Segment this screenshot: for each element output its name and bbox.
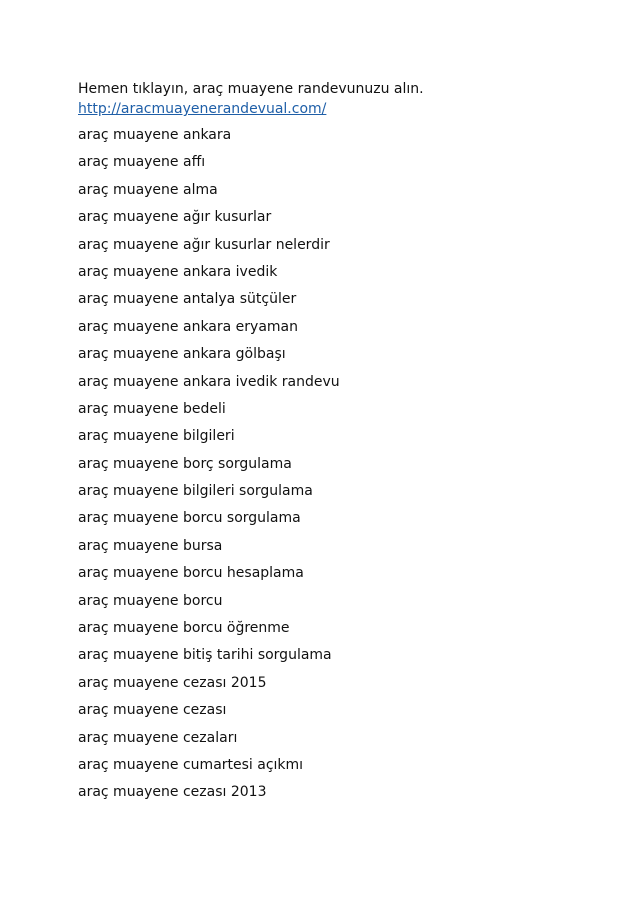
keyword-line: araç muayene cezası 2015: [78, 674, 267, 691]
keyword-line: araç muayene cezası: [78, 702, 227, 719]
intro-text: Hemen tıklayın, araç muayene randevunuzu alın.: [78, 81, 424, 97]
keyword-line: araç muayene ağır kusurlar nelerdir: [78, 236, 330, 253]
website-link[interactable]: http://aracmuayenerandevual.com/: [78, 101, 327, 117]
document-body: [78, 79, 578, 810]
keyword-line: araç muayene bilgileri: [78, 428, 235, 445]
keyword-line: araç muayene bursa: [78, 537, 223, 554]
keyword-line: araç muayene ankara eryaman: [78, 318, 298, 335]
keyword-line: araç muayene ağır kusurlar: [78, 209, 272, 226]
keyword-line: araç muayene borcu sorgulama: [78, 510, 301, 527]
keyword-line: araç muayene cumartesi açıkmı: [78, 756, 304, 773]
keyword-line: araç muayene bilgileri sorgulama: [78, 483, 313, 500]
keyword-line: araç muayene borç sorgulama: [78, 455, 292, 472]
keyword-line: araç muayene alma: [78, 181, 218, 198]
keyword-line: araç muayene ankara gölbaşı: [78, 346, 286, 363]
keyword-line: araç muayene ankara: [78, 127, 232, 143]
keyword-line: araç muayene affı: [78, 154, 206, 171]
keyword-line: araç muayene cezası 2013: [78, 784, 267, 801]
keyword-line: araç muayene borcu öğrenme: [78, 620, 290, 637]
keyword-line: araç muayene borcu hesaplama: [78, 565, 304, 582]
keyword-list: [78, 125, 578, 810]
keyword-line: araç muayene ankara ivedik: [78, 263, 278, 280]
keyword-line: araç muayene bitiş tarihi sorgulama: [78, 647, 332, 664]
keyword-line: araç muayene antalya sütçüler: [78, 291, 297, 308]
keyword-line: araç muayene borcu: [78, 592, 223, 609]
keyword-line: araç muayene bedeli: [78, 400, 226, 417]
keyword-line: araç muayene cezaları: [78, 729, 238, 746]
keyword-line: araç muayene ankara ivedik randevu: [78, 373, 340, 390]
